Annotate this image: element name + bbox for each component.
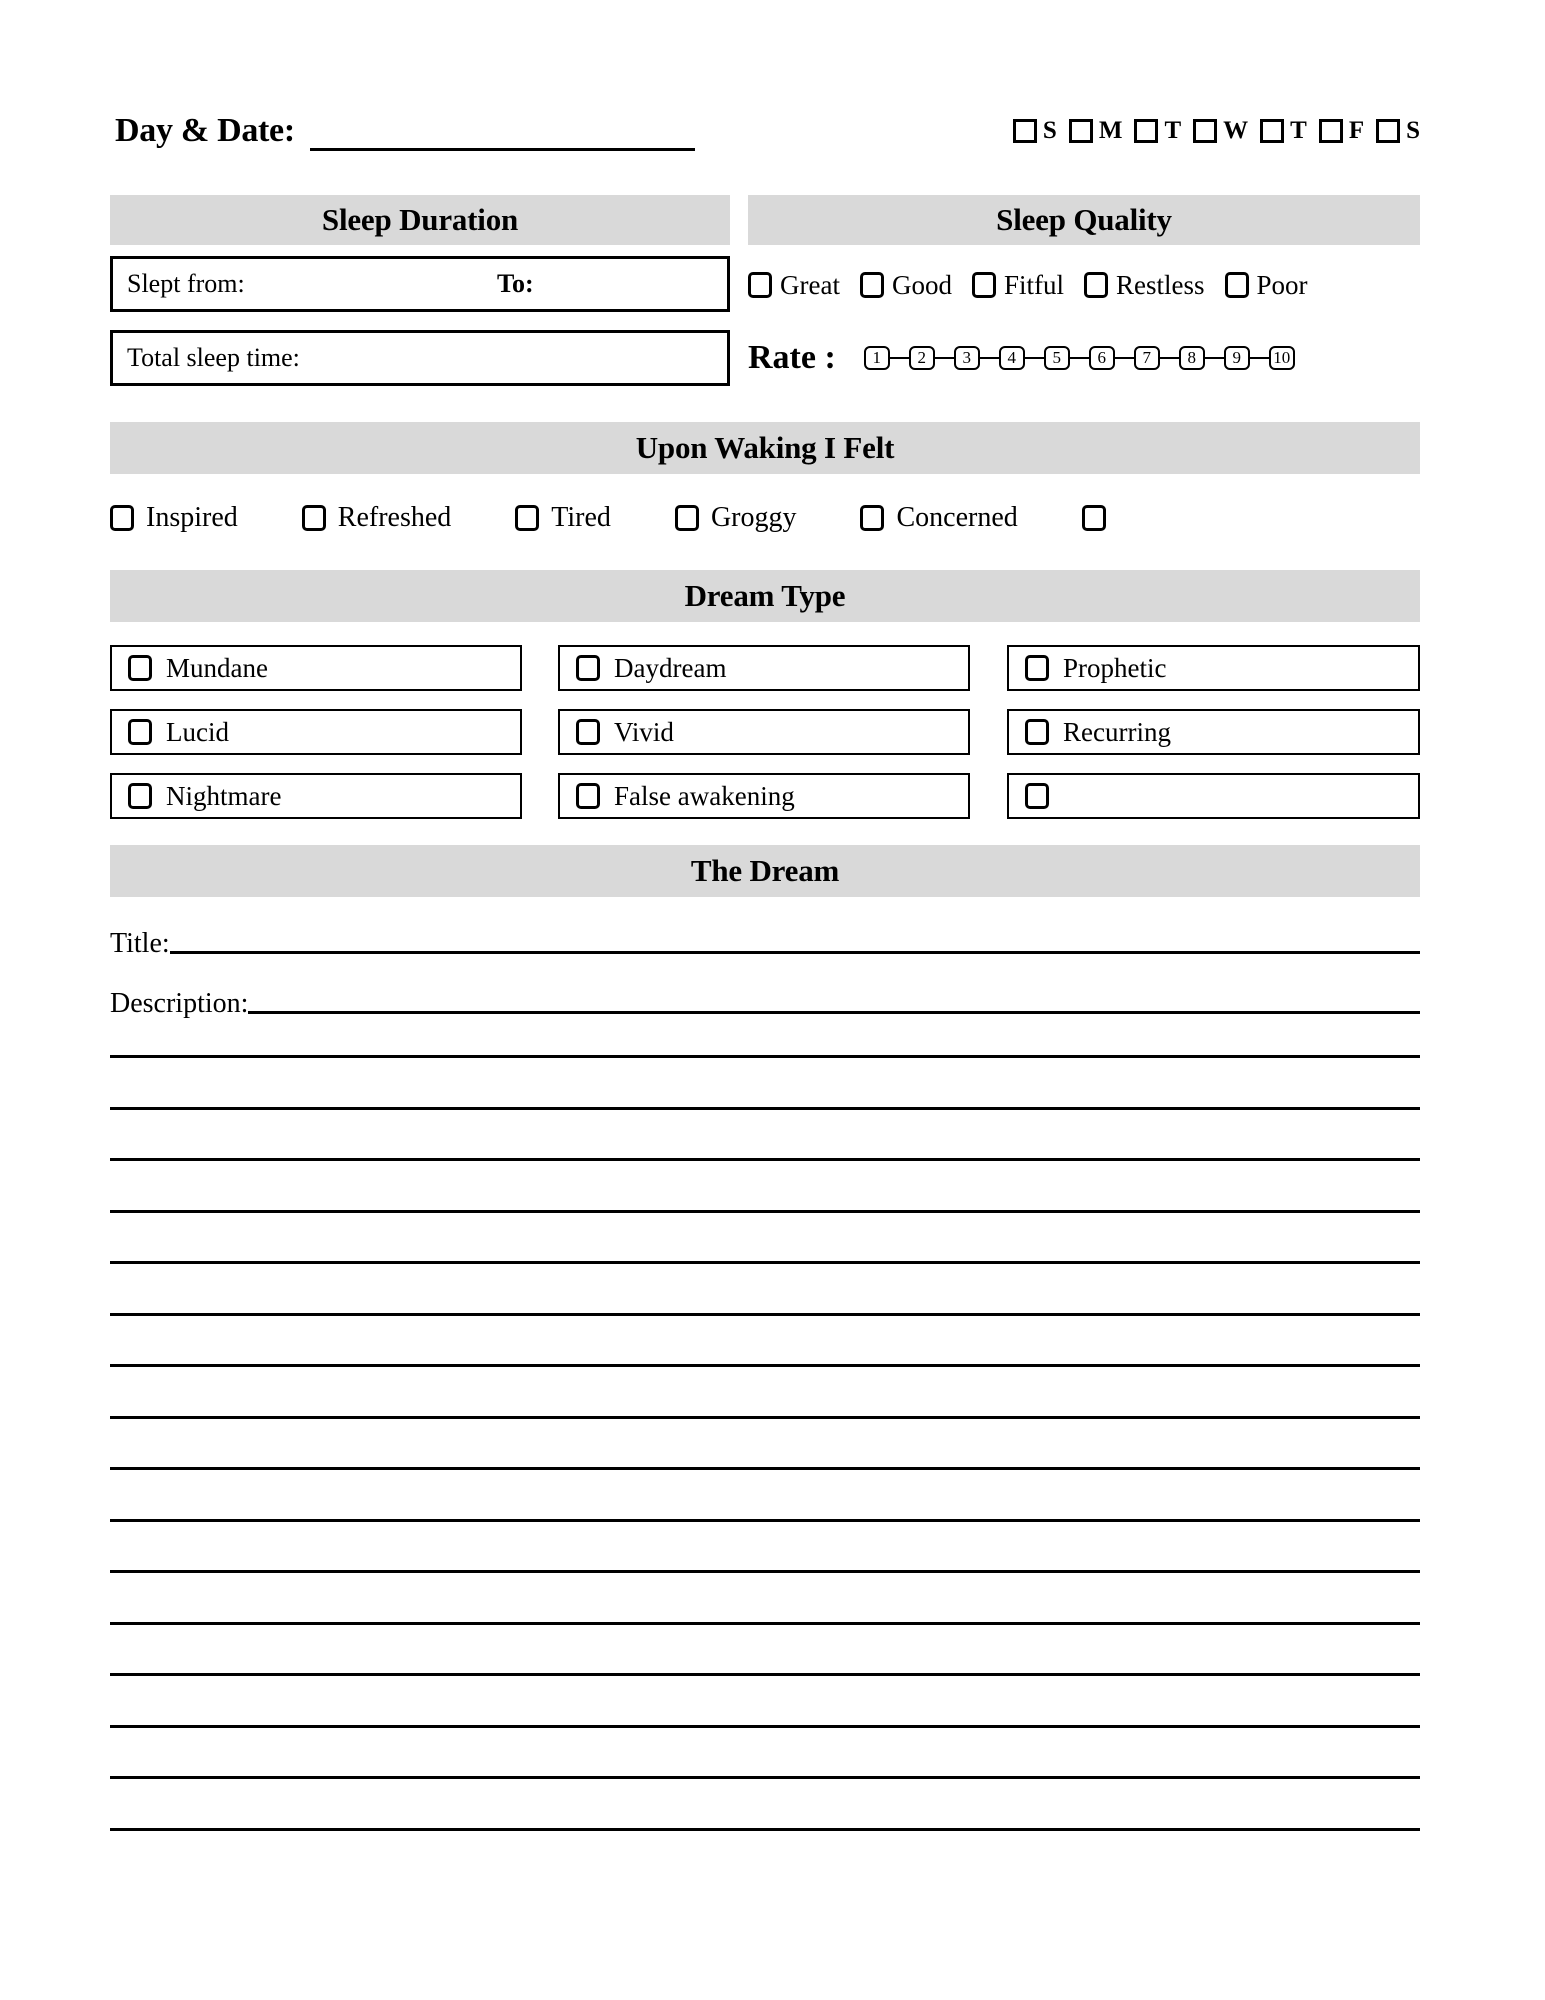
checkbox-icon[interactable] [1025,783,1049,809]
sleep-quality-option-fitful[interactable] [972,270,1064,301]
checkbox-icon[interactable] [1025,655,1049,681]
total-sleep-time-label: Total sleep time: [127,343,300,372]
the-dream-header: The Dream [110,845,1420,897]
sleep-quality-option-great[interactable] [748,270,840,301]
writing-line[interactable] [110,1107,1420,1110]
waking-option-blank[interactable] [1082,505,1118,531]
dream-type-option-mundane[interactable] [110,645,522,691]
writing-line[interactable] [110,1725,1420,1728]
day-date-row [110,112,1420,158]
dream-type-option-lucid[interactable] [110,709,522,755]
rate-option-1[interactable]: 1 [864,346,890,370]
waking-option-refreshed[interactable] [302,502,452,534]
waking-option-groggy[interactable] [675,502,797,534]
dream-type-option-false-awakening[interactable] [558,773,970,819]
weekday-saturday[interactable] [1376,118,1420,143]
rate-connector [1025,357,1044,359]
checkbox-icon[interactable] [1193,119,1217,143]
option-label: Lucid [166,716,229,747]
rate-connector [1115,357,1134,359]
checkbox-icon[interactable] [1082,505,1106,531]
rate-option-4[interactable]: 4 [999,346,1025,370]
option-label: Poor [1256,269,1308,300]
writing-line[interactable] [110,1416,1420,1419]
rate-label: Rate : [748,339,836,376]
checkbox-icon[interactable] [675,505,699,531]
checkbox-icon[interactable] [1084,272,1108,298]
option-label: Daydream [614,652,727,683]
writing-line[interactable] [110,1210,1420,1213]
weekday-letter: T [1290,117,1307,144]
sleep-quality-header: Sleep Quality [748,195,1420,245]
dream-type-header: Dream Type [110,570,1420,622]
day-date-label: Day & Date: [115,112,295,149]
rate-scale [864,346,1295,370]
waking-option-concerned[interactable] [860,502,1017,534]
rate-scale-row [748,330,1420,386]
writing-line[interactable] [110,1467,1420,1470]
checkbox-icon[interactable] [1134,119,1158,143]
rate-option-7[interactable]: 7 [1134,346,1160,370]
total-sleep-time-field[interactable] [110,330,730,386]
writing-line[interactable] [110,1570,1420,1573]
checkbox-icon[interactable] [128,719,152,745]
option-label: Nightmare [166,780,282,811]
writing-line[interactable] [110,1776,1420,1779]
dream-type-option-nightmare[interactable] [110,773,522,819]
slept-from-label: Slept from: [127,269,245,298]
option-label: Fitful [1003,269,1064,300]
rate-option-8[interactable]: 8 [1179,346,1205,370]
dream-type-option-vivid[interactable] [558,709,970,755]
rate-option-9[interactable]: 9 [1224,346,1250,370]
sleep-quality-option-good[interactable] [860,270,952,301]
checkbox-icon[interactable] [576,719,600,745]
checkbox-icon[interactable] [128,783,152,809]
option-label: Good [891,269,952,300]
dream-title-label: Title: [110,928,170,959]
day-date-input-line[interactable] [310,148,695,151]
checkbox-icon[interactable] [748,272,772,298]
slept-to-label: To: [497,269,534,298]
weekday-letter: M [1098,117,1123,144]
option-label: Prophetic [1063,652,1167,683]
rate-option-6[interactable]: 6 [1089,346,1115,370]
checkbox-icon[interactable] [110,505,134,531]
writing-line[interactable] [110,1055,1420,1058]
upon-waking-header: Upon Waking I Felt [110,422,1420,474]
dream-type-option-blank[interactable] [1007,773,1420,819]
sleep-duration-header: Sleep Duration [110,195,730,245]
checkbox-icon[interactable] [1013,119,1037,143]
dream-description-label: Description: [110,988,249,1019]
checkbox-icon[interactable] [576,783,600,809]
option-label: Restless [1115,269,1205,300]
checkbox-icon[interactable] [860,272,884,298]
dream-title-field[interactable] [110,930,1420,958]
rate-connector [890,357,909,359]
option-label: Great [780,269,840,300]
dream-type-option-daydream[interactable] [558,645,970,691]
rate-option-5[interactable]: 5 [1044,346,1070,370]
checkbox-icon[interactable] [1069,119,1093,143]
weekday-letter: F [1348,117,1365,144]
option-label: Tired [551,502,611,533]
sleep-quality-option-restless[interactable] [1084,270,1205,301]
rate-connector [1205,357,1224,359]
dream-type-option-recurring[interactable] [1007,709,1420,755]
writing-line[interactable] [110,1261,1420,1264]
option-label: Concerned [896,502,1018,533]
upon-waking-options [110,500,1420,536]
checkbox-icon[interactable] [972,272,996,298]
writing-line[interactable] [110,1364,1420,1367]
checkbox-icon[interactable] [1319,119,1343,143]
checkbox-icon[interactable] [128,655,152,681]
rate-connector [935,357,954,359]
waking-option-inspired[interactable] [110,502,238,534]
option-label: Mundane [166,652,268,683]
weekday-tuesday[interactable] [1134,118,1181,143]
weekday-thursday[interactable] [1260,118,1307,143]
dream-description-input-line[interactable] [248,1011,1420,1014]
option-label: Vivid [614,716,674,747]
weekday-checkbox-group [1013,118,1420,143]
rate-connector [1160,357,1179,359]
checkbox-icon[interactable] [860,505,884,531]
dream-type-option-prophetic[interactable] [1007,645,1420,691]
sleep-quality-options [748,268,1420,302]
checkbox-icon[interactable] [1225,272,1249,298]
weekday-monday[interactable] [1069,118,1123,143]
checkbox-icon[interactable] [1025,719,1049,745]
checkbox-icon[interactable] [576,655,600,681]
option-label: Groggy [710,502,797,533]
weekday-sunday[interactable] [1013,118,1057,143]
writing-line[interactable] [110,1828,1420,1831]
option-label: Inspired [146,502,238,533]
rate-connector [1250,357,1269,359]
writing-line[interactable] [110,1158,1420,1161]
weekday-letter: S [1042,117,1057,144]
option-label: Refreshed [337,502,452,533]
checkbox-icon[interactable] [1376,119,1400,143]
weekday-wednesday[interactable] [1193,118,1248,143]
checkbox-icon[interactable] [302,505,326,531]
weekday-letter: T [1164,117,1182,144]
option-label: False awakening [614,780,795,811]
weekday-letter: S [1406,117,1420,144]
dream-title-input-line[interactable] [170,951,1420,954]
writing-line[interactable] [110,1673,1420,1676]
weekday-friday[interactable] [1319,118,1364,143]
writing-line[interactable] [110,1519,1420,1522]
writing-line[interactable] [110,1313,1420,1316]
rate-option-3[interactable]: 3 [954,346,980,370]
option-label: Recurring [1063,716,1171,747]
sleep-quality-option-poor[interactable] [1225,270,1308,301]
rate-connector [980,357,999,359]
slept-from-to-field[interactable] [110,256,730,312]
weekday-letter: W [1223,117,1249,144]
rate-connector [1070,357,1089,359]
writing-line[interactable] [110,1622,1420,1625]
dream-description-field[interactable] [110,990,1420,1018]
rate-option-10[interactable]: 10 [1269,346,1295,370]
waking-option-tired[interactable] [515,502,611,534]
checkbox-icon[interactable] [515,505,539,531]
rate-option-2[interactable]: 2 [909,346,935,370]
checkbox-icon[interactable] [1260,119,1284,143]
